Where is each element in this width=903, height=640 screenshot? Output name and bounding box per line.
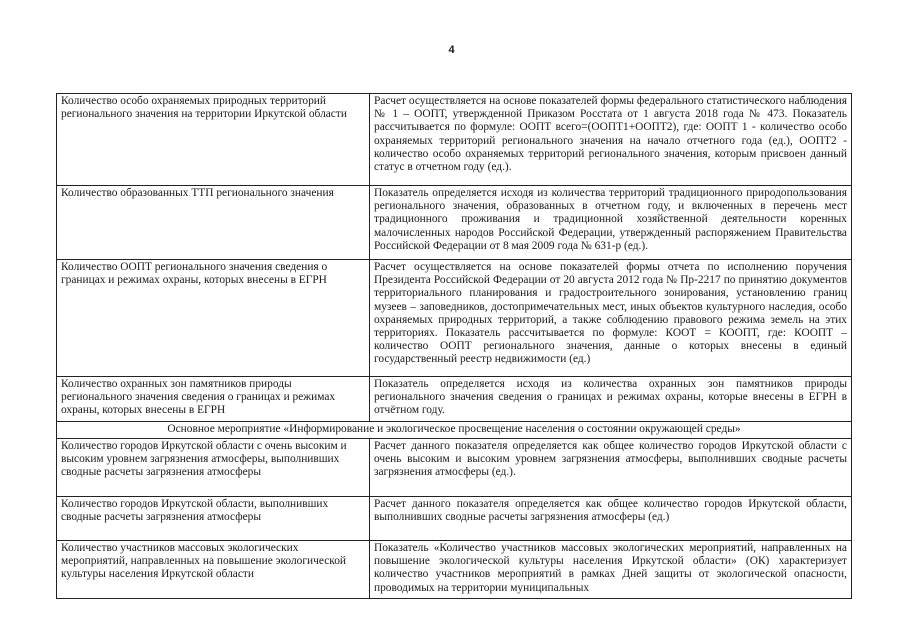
table-row [57, 497, 852, 541]
page-number: 4 [448, 44, 455, 56]
table-row [57, 94, 852, 186]
table-row [57, 186, 852, 260]
indicator-cell: Количество образованных ТТП регионального значения [57, 186, 370, 260]
indicator-cell: Количество охранных зон памятников природы регионального значения сведения о границах и режимах охраны, которых внесены в ЕГРН [57, 377, 370, 422]
method-cell: Показатель «Количество участников массовых экологических мероприятий, направленных на повышение экологической культуры населения Иркутской области» (ОК) характеризует количество участников мероприятий в рамках Дней защиты от экологической опасности, проводимых на территории муниципальных [370, 541, 852, 599]
table-row [57, 439, 852, 497]
indicator-cell: Количество городов Иркутской области, выполнивших сводные расчеты загрязнения атмосферы [57, 497, 370, 541]
method-cell: Расчет осуществляется на основе показателей формы отчета по исполнению поручения Президента Российской Федерации от 20 августа 2012 года № Пр-2217 по принятию документов территориального планирования и градостроительного зонирования, установлению границ музеев – заповедников, достопримечательных мест, иных объектов культурного наследия, особо охраняемых природных территорий, а также соблюдению правового режима земель на этих территориях. Показатель рассчитывается по формуле: КООТ = КООПТ, где: КООПТ – количество ООПТ регионального значения, данные о которых внесены в единый государственный реестр недвижимости (ед.) [370, 260, 852, 377]
table-row [57, 541, 852, 599]
method-cell: Показатель определяется исходя из количества территорий традиционного природопользования регионального значения, образованных в отчетном году, и включенных в перечень мест традиционного проживания и традиционной хозяйственной деятельности коренных малочисленных народов Российской Федерации, утвержденный распоряжением Правительства Российской Федерации от 8 мая 2009 года № 631-р (ед.). [370, 186, 852, 260]
method-cell: Расчет данного показателя определяется как общее количество городов Иркутской области, выполнивших сводные расчеты загрязнения атмосферы (ед.) [370, 497, 852, 541]
table-row [57, 260, 852, 377]
table-row [57, 377, 852, 422]
indicators-table [56, 93, 852, 599]
method-cell: Показатель определяется исходя из количества охранных зон памятников природы регионального значения сведения о границах и режимах охраны, которые внесены в ЕГРН в отчётном году. [370, 377, 852, 422]
indicator-cell: Количество участников массовых экологических мероприятий, направленных на повышение экологической культуры населения Иркутской области [57, 541, 370, 599]
indicator-cell: Количество городов Иркутской области с очень высоким и высоким уровнем загрязнения атмосферы, выполнивших сводные расчеты загрязнения атмосферы [57, 439, 370, 497]
section-title: Основное мероприятие «Информирование и экологическое просвещение населения о состоянии окружающей среды» [57, 422, 852, 439]
method-cell: Расчет данного показателя определяется как общее количество городов Иркутской области с очень высоким и высоким уровнем загрязнения атмосферы, выполнивших сводные расчеты загрязнения атмосферы (ед.). [370, 439, 852, 497]
indicator-cell: Количество ООПТ регионального значения сведения о границах и режимах охраны, которых внесены в ЕГРН [57, 260, 370, 377]
section-row [57, 422, 852, 439]
method-cell: Расчет осуществляется на основе показателей формы федерального статистического наблюдения № 1 – ООПТ, утвержденной Приказом Росстата от 1 августа 2018 года № 473. Показатель рассчитывается по формуле: ООПТ всего=(ООПТ1+ООПТ2), где: ООПТ 1 - количество особо охраняемых территорий регионального значения на начало отчетного года (ед.), ООПТ2 - количество особо охраняемых территорий регионального значения, которым присвоен данный статус в отчетном году (ед.). [370, 94, 852, 186]
indicator-cell: Количество особо охраняемых природных территорий регионального значения на территории Иркутской области [57, 94, 370, 186]
